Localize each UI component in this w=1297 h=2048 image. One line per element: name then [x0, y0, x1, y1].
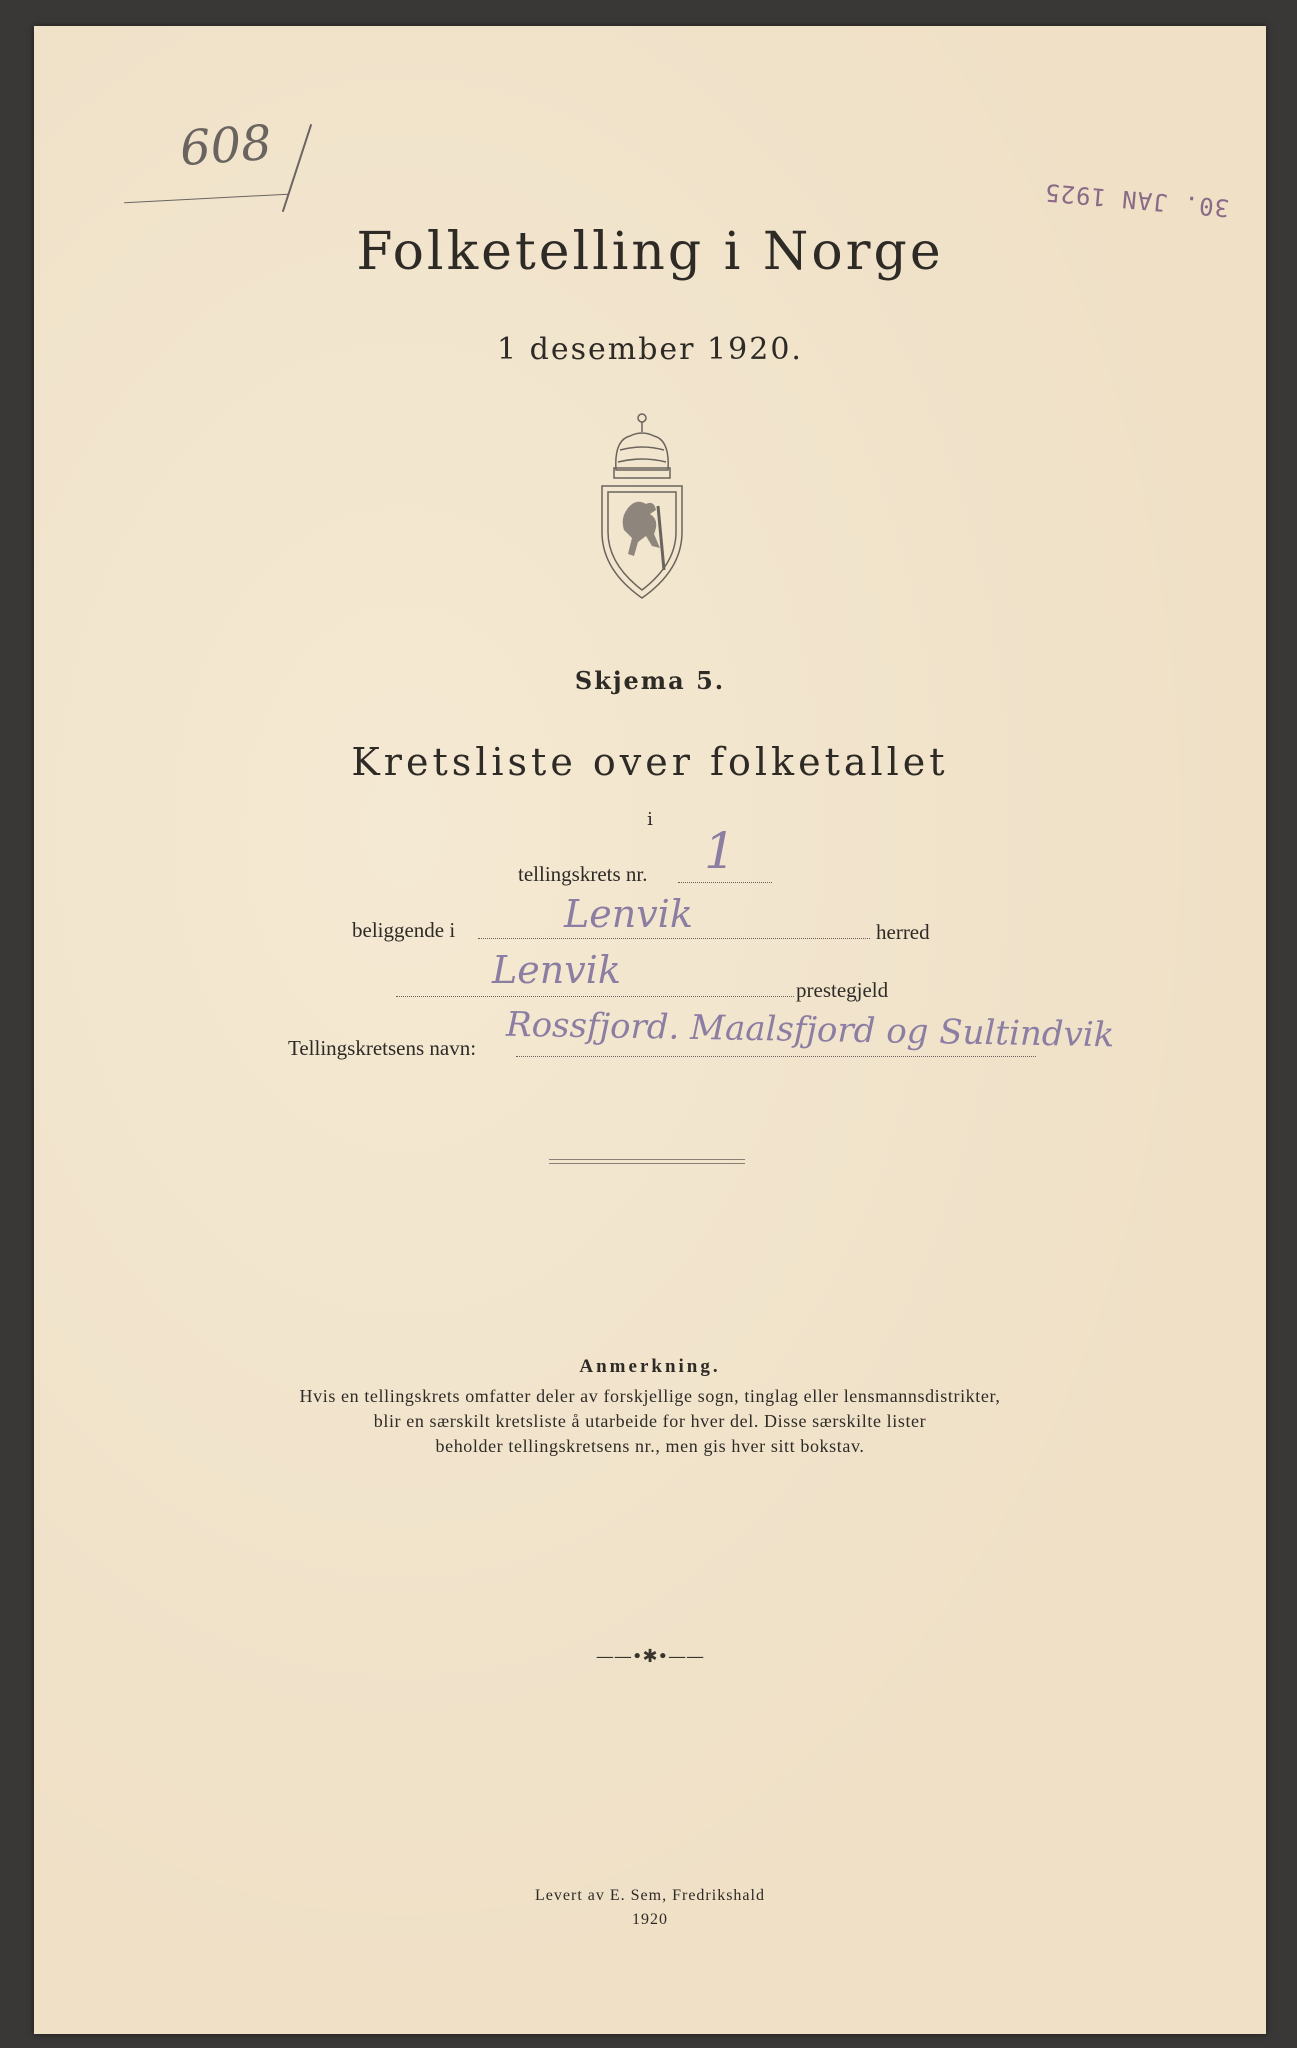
- document-page: [34, 26, 1266, 2034]
- tellingskrets-label: tellingskrets nr.: [518, 862, 648, 886]
- norway-coat-of-arms-icon: [594, 410, 690, 602]
- page-number-slash: [282, 124, 312, 212]
- navn-value: Rossfjord. Maalsfjord og Sultindvik: [505, 1004, 1115, 1056]
- note-line-1: Hvis en tellingskrets omfatter deler av forskjellige sogn, tinglag eller lensmannsdistrikter,: [299, 1386, 1001, 1406]
- document-title: Folketelling i Norge: [356, 222, 944, 282]
- beliggende-value: Lenvik: [564, 892, 693, 936]
- note-line-3: beholder tellingskretsens nr., men gis hver sitt bokstav.: [435, 1436, 865, 1456]
- connector-i: i: [647, 809, 653, 830]
- date-stamp: 30. JAN 1925: [1043, 177, 1231, 223]
- tellingskrets-fill-line: [678, 882, 772, 883]
- prestegjeld-fill-line: [396, 996, 794, 997]
- separator-rule: [549, 1159, 745, 1164]
- herred-label: herred: [876, 920, 930, 944]
- note-heading: Anmerkning.: [579, 1356, 721, 1377]
- publisher-year: 1920: [632, 1911, 668, 1928]
- beliggende-fill-line: [478, 938, 870, 939]
- document-date: 1 desember 1920.: [497, 332, 803, 367]
- schema-number: Skjema 5.: [574, 666, 726, 695]
- page-number-underline: [124, 194, 288, 204]
- publisher-line: Levert av E. Sem, Fredrikshald: [535, 1887, 765, 1904]
- note-line-2: blir en særskilt kretsliste å utarbeide for hver del. Disse særskilte lister: [373, 1411, 927, 1431]
- form-heading: Kretsliste over folketallet: [351, 740, 949, 784]
- ornament-divider: ——•✱•——: [595, 1646, 705, 1667]
- beliggende-label: beliggende i: [352, 918, 456, 942]
- navn-label: Tellingskretsens navn:: [288, 1036, 477, 1060]
- prestegjeld-label: prestegjeld: [796, 978, 889, 1002]
- tellingskrets-value: 1: [704, 822, 736, 880]
- note-body: [34, 1384, 1266, 1459]
- prestegjeld-value: Lenvik: [492, 948, 621, 992]
- navn-fill-line: [516, 1056, 1036, 1057]
- publisher-footer: [34, 1884, 1266, 1932]
- handwritten-page-number: 608: [178, 114, 274, 178]
